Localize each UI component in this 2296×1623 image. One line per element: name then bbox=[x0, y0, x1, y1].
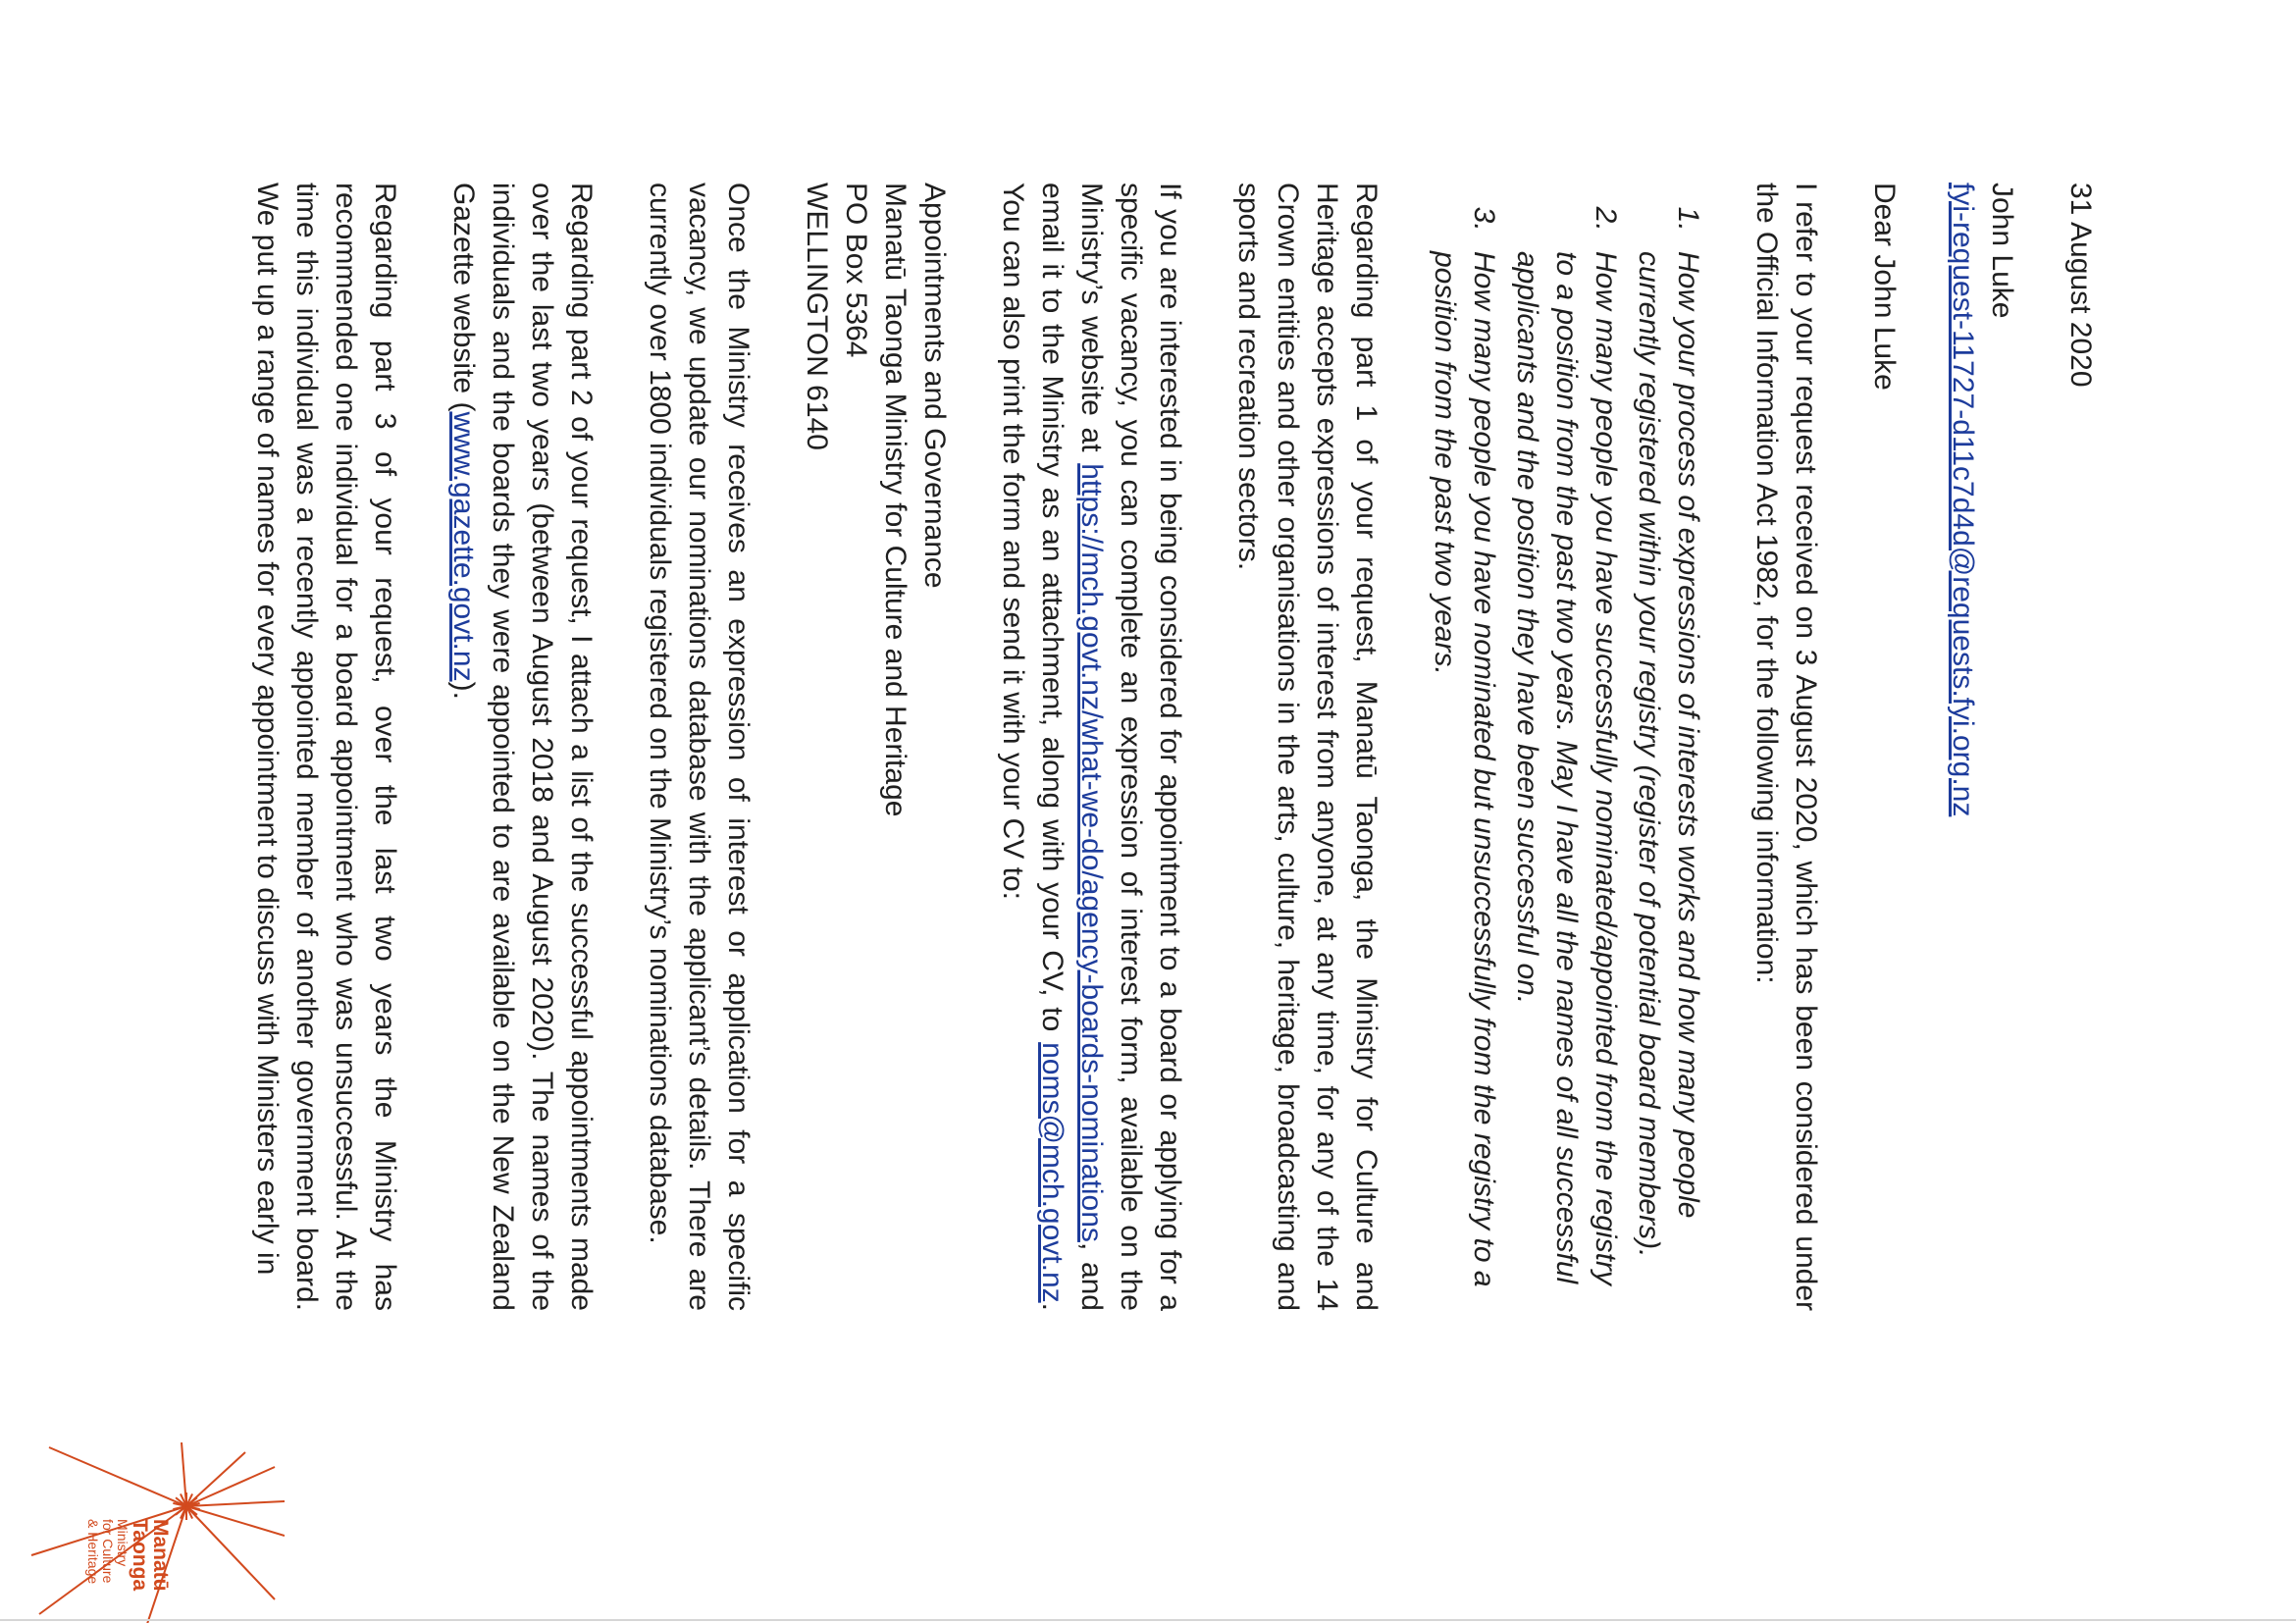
logo-name-line: Taonga bbox=[129, 1519, 151, 1592]
noms-email-link[interactable]: noms@mch.govt.nz bbox=[1036, 1042, 1069, 1303]
database-paragraph: Once the Ministry receives an expression of interest or application for a specific vacancy, we update our nominations database with the applicant’s details. There are currently over 1800 individuals registered on the Ministry’s nominations database. bbox=[644, 183, 755, 1311]
interest-text-1: If you are interested in being considered for appointment to a board or applying for a specific vacancy, you can complete an expression of interest form, available on the Ministry’s website at bbox=[1075, 183, 1186, 1311]
interest-paragraph bbox=[993, 183, 1189, 1311]
recipient-email-link[interactable]: fyi-request-11727-d11c7d4d@requests.fyi.org.nz bbox=[1947, 183, 1979, 817]
part1-paragraph: Regarding part 1 of your request, Manatū Taonga, the Ministry for Culture and Heritage accepts expressions of interest from anyone, at any time, for any of the 14 Crown entities and other organisations in the arts, culture, heritage, broadcasting and sports and recreation sectors. bbox=[1232, 183, 1383, 1311]
interest-text-3: . You can also print the form and send it with your CV to: bbox=[997, 183, 1069, 1311]
page-edge-rule bbox=[0, 1619, 2296, 1621]
recipient-name: John Luke bbox=[1986, 183, 2018, 319]
logo-sub-line: & Heritage bbox=[85, 1519, 101, 1585]
letter-body bbox=[208, 183, 2100, 1311]
part2-text-b: ). bbox=[447, 681, 480, 700]
recipient-block bbox=[1943, 183, 2021, 1311]
question-item: 3. How many people you have nominated but unsuccessfully from the registry to a position from the past two years. bbox=[1425, 239, 1503, 1311]
interest-text-2: , and email it to the Ministry as an attachment, along with your CV, to bbox=[1036, 183, 1108, 1311]
request-questions-list bbox=[1425, 183, 1707, 1311]
address-line: PO Box 5364 bbox=[840, 183, 872, 358]
address-line: WELLINGTON 6140 bbox=[801, 183, 833, 450]
part2-text-a: Regarding part 2 of your request, I attach a list of the successful appointments made over the last two years (between August 2018 and August 2020). The names of the individuals and the boards they were appointed to are available on the New Zealand Gazette website ( bbox=[447, 183, 598, 1311]
part3-paragraph: Regarding part 3 of your request, over the last two years the Ministry has recommended one individual for a board appointment who was unsuccessful. At the time this individual was a recently appointed member of another government board. We put up a range of names for every appointment to discuss with Ministers early in bbox=[251, 183, 401, 1311]
address-line: Manatū Taonga Ministry for Culture and Heritage bbox=[879, 183, 912, 817]
postal-address bbox=[797, 183, 954, 1311]
address-line: Appointments and Governance bbox=[918, 183, 951, 589]
question-item: 2. How many people you have successfully nominated/appointed from the registry to a position from the past two years. May I have all the names of all successful applicants and the position they have been successful on. bbox=[1507, 239, 1625, 1311]
salutation: Dear John Luke bbox=[1868, 183, 1901, 391]
logo-name-line: Manatū bbox=[149, 1519, 172, 1592]
logo-sub-line: for Culture bbox=[100, 1519, 116, 1584]
letter-date: 31 August 2020 bbox=[2064, 183, 2097, 388]
ministry-logo-text bbox=[85, 1519, 171, 1592]
nominations-url-link[interactable]: https://mch.govt.nz/what-we-do/agency-boards-nominations bbox=[1075, 463, 1108, 1242]
logo-sub-line: Ministry bbox=[115, 1519, 130, 1567]
question-item: 1. How your process of expressions of interests works and how many people currently registered within your registry (register of potential board members). bbox=[1629, 239, 1707, 1311]
intro-paragraph: I refer to your request received on 3 August 2020, which has been considered under the Official Information Act 1982, for the following information: bbox=[1750, 183, 1822, 1311]
part2-paragraph bbox=[444, 183, 600, 1311]
gazette-url-link[interactable]: www.gazette.govt.nz bbox=[447, 411, 480, 682]
